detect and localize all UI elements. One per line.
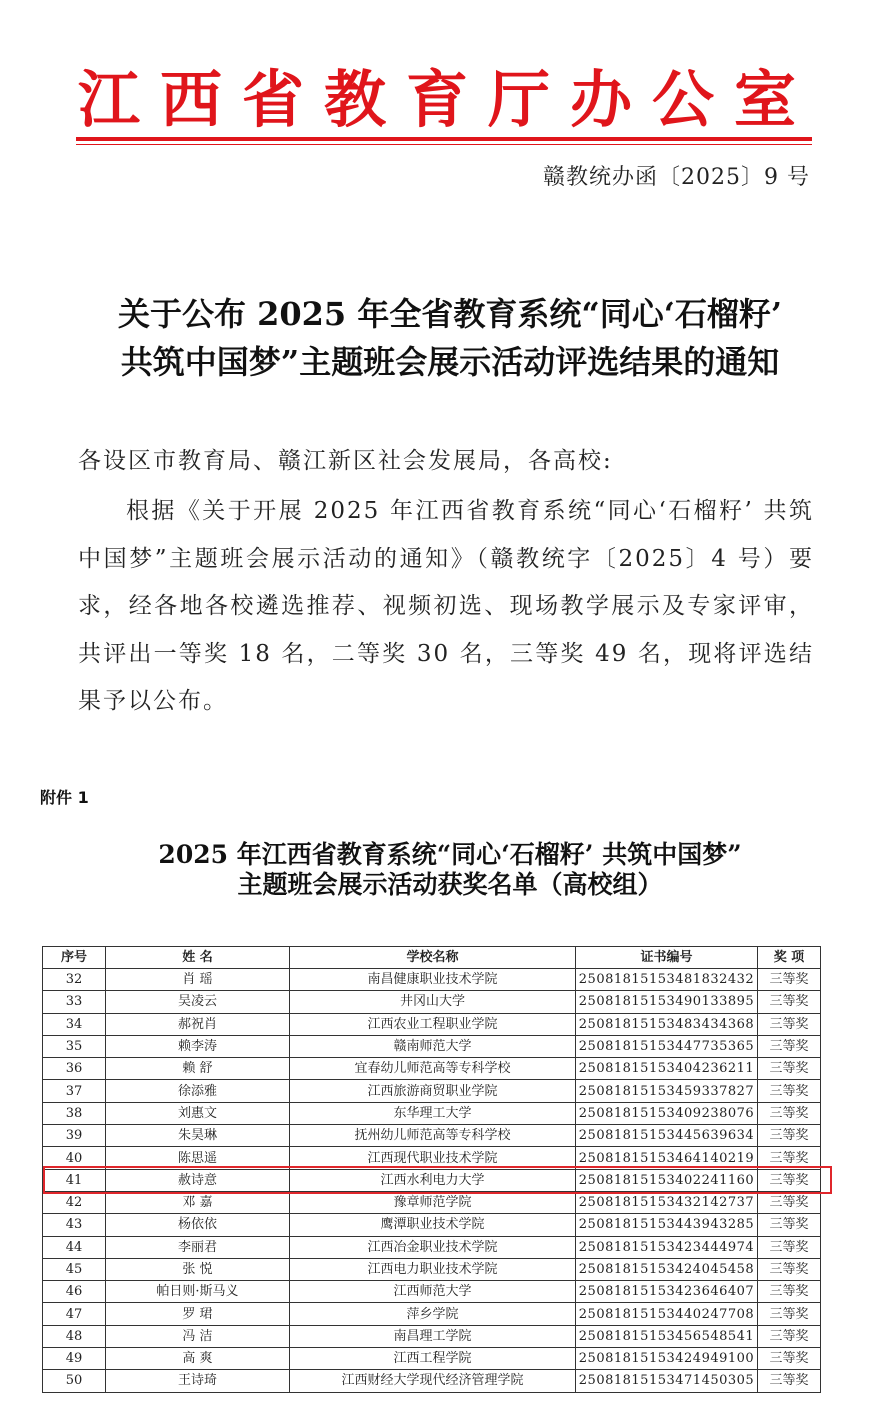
school-cell: 鹰潭职业技术学院 [290, 1214, 576, 1236]
certificate-number-cell: 25081815153440247708 [576, 1303, 758, 1325]
award-cell: 三等奖 [758, 1236, 821, 1258]
school-cell: 赣南师范大学 [290, 1035, 576, 1057]
name-cell: 冯 洁 [106, 1325, 290, 1347]
serial-number-cell: 47 [43, 1303, 106, 1325]
award-list-title [60, 840, 840, 900]
attachment-label: 附件 1 [40, 788, 89, 807]
notice-title-line-1: 关于公布 2025 年全省教育系统“同心‘石榴籽’ [117, 295, 783, 333]
name-cell: 刘惠文 [106, 1102, 290, 1124]
school-cell: 东华理工大学 [290, 1102, 576, 1124]
serial-number-cell: 41 [43, 1169, 106, 1191]
table-row [43, 1370, 821, 1392]
table-row [43, 1013, 821, 1035]
award-cell: 三等奖 [758, 1191, 821, 1213]
school-cell: 江西工程学院 [290, 1348, 576, 1370]
school-cell: 江西水利电力大学 [290, 1169, 576, 1191]
award-cell: 三等奖 [758, 1258, 821, 1280]
school-cell: 抚州幼儿师范高等专科学校 [290, 1125, 576, 1147]
school-cell: 江西旅游商贸职业学院 [290, 1080, 576, 1102]
school-cell: 井冈山大学 [290, 991, 576, 1013]
serial-number-cell: 38 [43, 1102, 106, 1124]
school-cell: 江西农业工程职业学院 [290, 1013, 576, 1035]
serial-number-cell: 49 [43, 1348, 106, 1370]
serial-number-cell: 45 [43, 1258, 106, 1280]
table-row [43, 1169, 821, 1191]
certificate-number-cell: 25081815153404236211 [576, 1058, 758, 1080]
serial-number-cell: 44 [43, 1236, 106, 1258]
red-header-rule-thick [76, 137, 812, 141]
name-cell: 肖 瑶 [106, 969, 290, 991]
certificate-number-cell: 25081815153443943285 [576, 1214, 758, 1236]
table-row [43, 1281, 821, 1303]
name-cell: 帕日则·斯马义 [106, 1281, 290, 1303]
table-row [43, 1325, 821, 1347]
school-cell: 江西电力职业技术学院 [290, 1258, 576, 1280]
certificate-number-cell: 25081815153424045458 [576, 1258, 758, 1280]
document-number: 赣教统办函〔2025〕9 号 [543, 165, 810, 190]
serial-number-cell: 35 [43, 1035, 106, 1057]
certificate-number-cell: 25081815153464140219 [576, 1147, 758, 1169]
red-header-rule-thin [76, 144, 812, 145]
certificate-number-cell: 25081815153481832432 [576, 969, 758, 991]
certificate-number-cell: 25081815153445639634 [576, 1125, 758, 1147]
award-cell: 三等奖 [758, 1303, 821, 1325]
salutation: 各设区市教育局、赣江新区社会发展局，各高校: [78, 448, 613, 474]
certificate-number-cell: 25081815153423646407 [576, 1281, 758, 1303]
certificate-number-cell: 25081815153447735365 [576, 1035, 758, 1057]
name-cell: 吴凌云 [106, 991, 290, 1013]
school-cell: 江西师范大学 [290, 1281, 576, 1303]
name-cell: 郝祝肖 [106, 1013, 290, 1035]
serial-number-cell: 40 [43, 1147, 106, 1169]
body-paragraph: 根据《关于开展 2025 年江西省教育系统“同心‘石榴籽’ 共筑中国梦”主题班会展示活动的通知》（赣教统字〔2025〕4 号）要求，经各地各校遴选推荐、视频初选、现场教学展示及专家评审，共评出一等奖 18 名，二等奖 30 名，三等奖 49 名，现将评选结果予以公布。 [78, 498, 814, 714]
header-serial-number: 序号 [43, 947, 106, 969]
certificate-number-cell: 25081815153471450305 [576, 1370, 758, 1392]
serial-number-cell: 42 [43, 1191, 106, 1213]
award-cell: 三等奖 [758, 1035, 821, 1057]
table-row [43, 1147, 821, 1169]
serial-number-cell: 43 [43, 1214, 106, 1236]
name-cell: 李丽君 [106, 1236, 290, 1258]
award-cell: 三等奖 [758, 1348, 821, 1370]
table-row [43, 1236, 821, 1258]
certificate-number-cell: 25081815153483434368 [576, 1013, 758, 1035]
award-cell: 三等奖 [758, 1370, 821, 1392]
award-cell: 三等奖 [758, 1214, 821, 1236]
name-cell: 罗 珺 [106, 1303, 290, 1325]
award-cell: 三等奖 [758, 1058, 821, 1080]
name-cell: 张 悦 [106, 1258, 290, 1280]
school-cell: 豫章师范学院 [290, 1191, 576, 1213]
header-name: 姓 名 [106, 947, 290, 969]
certificate-number-cell: 25081815153424949100 [576, 1348, 758, 1370]
name-cell: 赦诗意 [106, 1169, 290, 1191]
table-header-row [43, 947, 821, 969]
table-row [43, 969, 821, 991]
serial-number-cell: 37 [43, 1080, 106, 1102]
award-cell: 三等奖 [758, 1147, 821, 1169]
certificate-number-cell: 25081815153490133895 [576, 991, 758, 1013]
school-cell: 南昌理工学院 [290, 1325, 576, 1347]
table-row [43, 1035, 821, 1057]
award-list-title-line-1: 2025 年江西省教育系统“同心‘石榴籽’ 共筑中国梦” [158, 840, 742, 869]
table-row [43, 991, 821, 1013]
school-cell: 江西冶金职业技术学院 [290, 1236, 576, 1258]
certificate-number-cell: 25081815153459337827 [576, 1080, 758, 1102]
notice-title-line-2: 共筑中国梦”主题班会展示活动评选结果的通知 [120, 343, 780, 381]
award-cell: 三等奖 [758, 1013, 821, 1035]
name-cell: 杨依依 [106, 1214, 290, 1236]
name-cell: 陈思遥 [106, 1147, 290, 1169]
table-row [43, 1102, 821, 1124]
serial-number-cell: 36 [43, 1058, 106, 1080]
name-cell: 赖 舒 [106, 1058, 290, 1080]
header-certificate-number: 证书编号 [576, 947, 758, 969]
award-table-body [43, 969, 821, 1393]
school-cell: 江西现代职业技术学院 [290, 1147, 576, 1169]
award-cell: 三等奖 [758, 969, 821, 991]
certificate-number-cell: 25081815153456548541 [576, 1325, 758, 1347]
table-row [43, 1080, 821, 1102]
serial-number-cell: 32 [43, 969, 106, 991]
notice-title [60, 290, 840, 386]
name-cell: 徐添雅 [106, 1080, 290, 1102]
award-cell: 三等奖 [758, 1102, 821, 1124]
award-cell: 三等奖 [758, 1281, 821, 1303]
table-row [43, 1058, 821, 1080]
office-name-heading: 江西省教育厅办公室 [77, 63, 816, 136]
header-award: 奖 项 [758, 947, 821, 969]
table-row [43, 1214, 821, 1236]
award-table [42, 946, 821, 1393]
serial-number-cell: 50 [43, 1370, 106, 1392]
table-row [43, 1303, 821, 1325]
serial-number-cell: 33 [43, 991, 106, 1013]
serial-number-cell: 46 [43, 1281, 106, 1303]
school-cell: 江西财经大学现代经济管理学院 [290, 1370, 576, 1392]
award-cell: 三等奖 [758, 1080, 821, 1102]
school-cell: 南昌健康职业技术学院 [290, 969, 576, 991]
certificate-number-cell: 25081815153402241160 [576, 1169, 758, 1191]
school-cell: 宜春幼儿师范高等专科学校 [290, 1058, 576, 1080]
table-row [43, 1258, 821, 1280]
school-cell: 萍乡学院 [290, 1303, 576, 1325]
certificate-number-cell: 25081815153432142737 [576, 1191, 758, 1213]
header-school: 学校名称 [290, 947, 576, 969]
award-list-title-line-2: 主题班会展示活动获奖名单（高校组） [237, 870, 663, 899]
certificate-number-cell: 25081815153409238076 [576, 1102, 758, 1124]
award-cell: 三等奖 [758, 1169, 821, 1191]
certificate-number-cell: 25081815153423444974 [576, 1236, 758, 1258]
table-row [43, 1191, 821, 1213]
table-row [43, 1125, 821, 1147]
award-cell: 三等奖 [758, 1325, 821, 1347]
name-cell: 邓 嘉 [106, 1191, 290, 1213]
name-cell: 赖李涛 [106, 1035, 290, 1057]
serial-number-cell: 39 [43, 1125, 106, 1147]
name-cell: 朱昊琳 [106, 1125, 290, 1147]
name-cell: 高 爽 [106, 1348, 290, 1370]
serial-number-cell: 34 [43, 1013, 106, 1035]
serial-number-cell: 48 [43, 1325, 106, 1347]
table-row [43, 1348, 821, 1370]
name-cell: 王诗琦 [106, 1370, 290, 1392]
award-cell: 三等奖 [758, 1125, 821, 1147]
award-cell: 三等奖 [758, 991, 821, 1013]
